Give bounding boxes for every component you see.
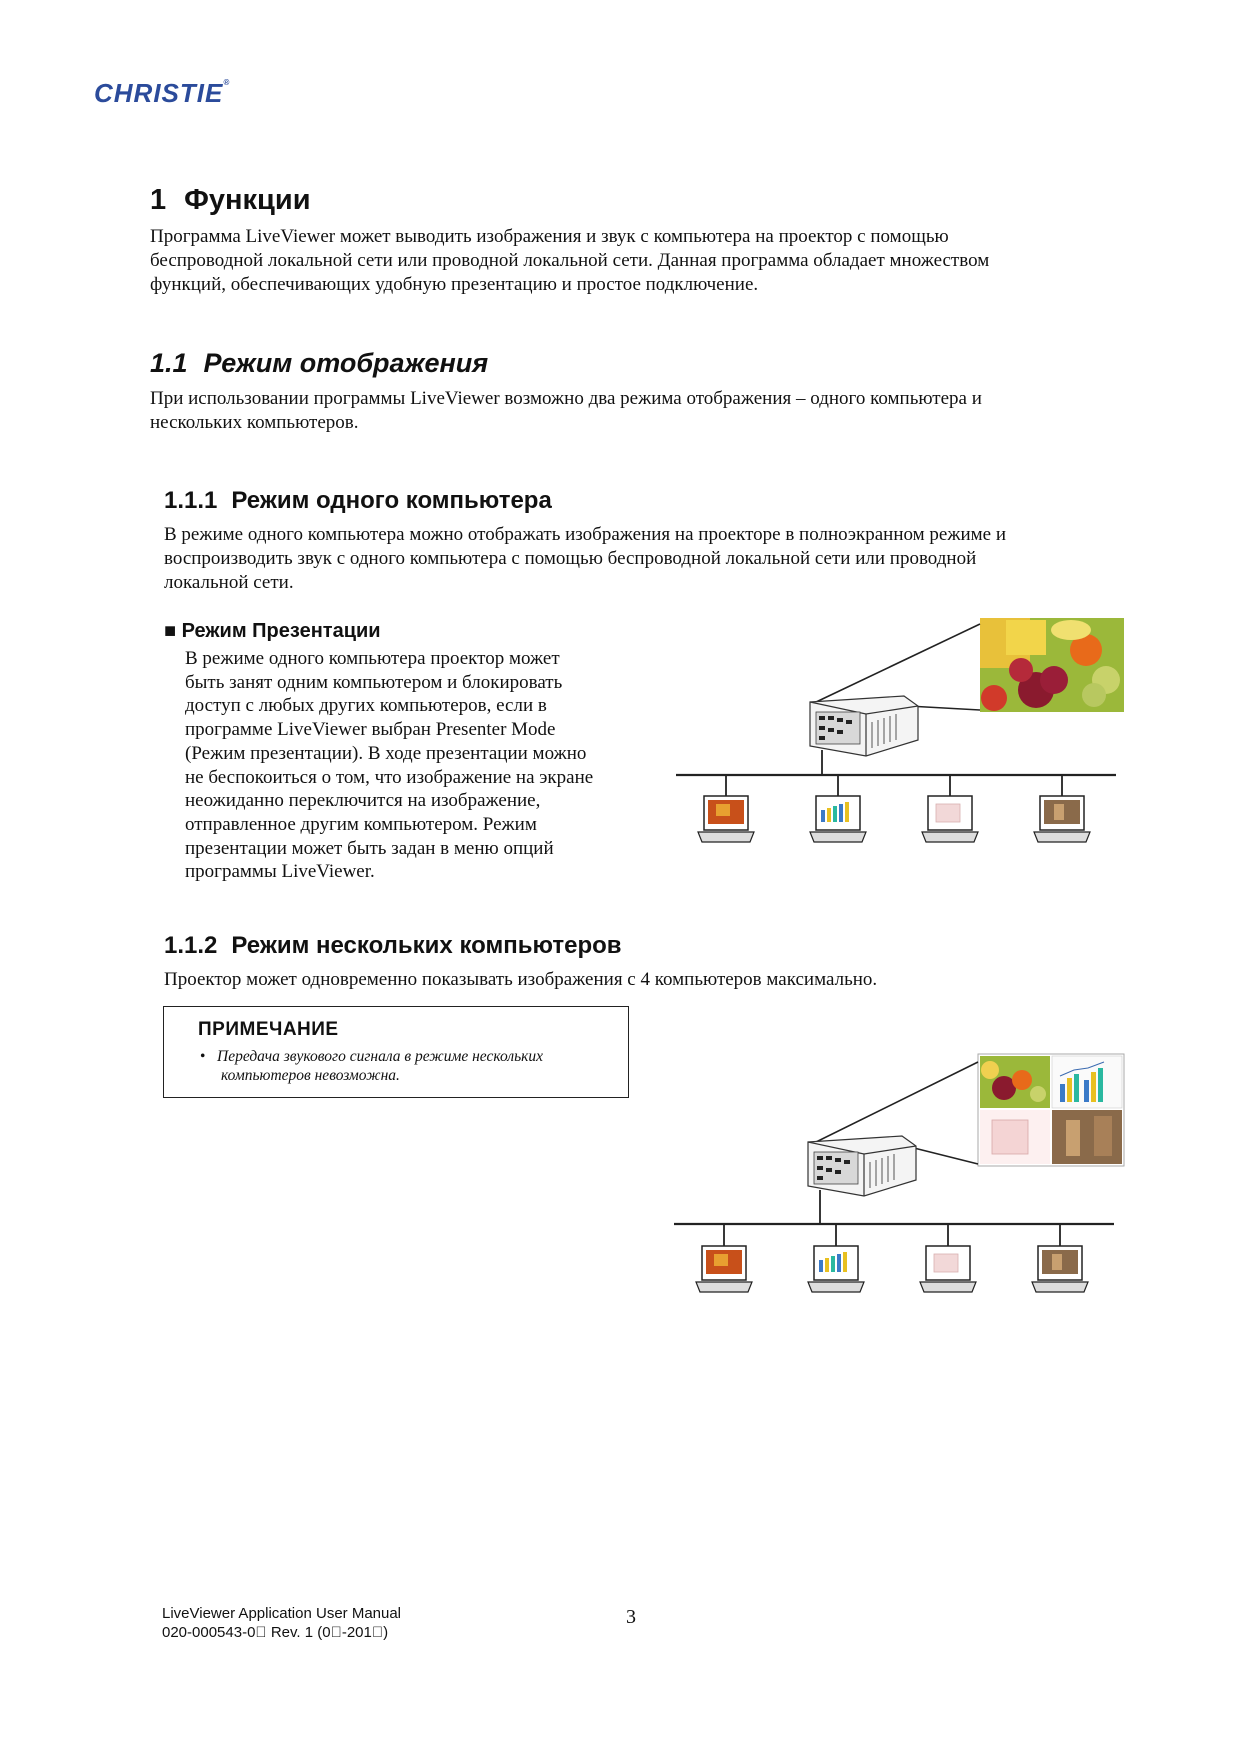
projected-screen-quad-image	[978, 1054, 1124, 1166]
section-1-1-heading	[150, 348, 488, 379]
note-box	[163, 1006, 629, 1098]
section-number: 1.1.2	[164, 932, 218, 959]
single-pc-diagram	[676, 610, 1136, 860]
laptop-icon	[920, 1246, 976, 1292]
projector-icon	[808, 1136, 916, 1196]
section-title: Функции	[184, 184, 311, 216]
footer-revision: 020-000543-0  Rev. 1 (0 -201 )	[162, 1624, 389, 1641]
section-number: 1	[150, 184, 167, 216]
para-line: нескольких компьютеров.	[150, 412, 359, 433]
para-line: программы LiveViewer.	[185, 861, 375, 883]
laptop-icon	[1034, 796, 1090, 842]
laptop-icon	[810, 796, 866, 842]
laptop-icon	[1032, 1246, 1088, 1292]
para-line: Проектор может одновременно показывать изображения с 4 компьютеров максимально.	[164, 969, 878, 990]
footer-doc-info	[162, 1604, 401, 1642]
para-line: доступ с любых других компьютеров, если в	[185, 695, 547, 717]
para-line: не беспокоиться о том, что изображение на экране	[185, 766, 594, 788]
para-line: отправленное другим компьютером. Режим	[185, 813, 537, 835]
para-line: При использовании программы LiveViewer возможно два режима отображения – одного компьютера и	[150, 388, 982, 409]
section-title: Режим отображения	[203, 348, 489, 378]
note-title: ПРИМЕЧАНИЕ	[198, 1019, 339, 1040]
para-line: В режиме одного компьютера можно отображать изображения на проекторе в полноэкранном режиме и	[164, 524, 1007, 545]
square-bullet-icon: ■	[164, 620, 177, 642]
section-1-1-2-heading	[164, 932, 622, 960]
section-1-1-paragraph	[150, 387, 1100, 435]
section-1-1-1-paragraph	[164, 523, 1114, 595]
laptop-icon	[922, 796, 978, 842]
section-1-1-2-paragraph	[164, 968, 1114, 992]
section-1-1-1-heading	[164, 487, 552, 515]
note-text	[200, 1047, 620, 1085]
para-line: функций, обеспечивающих удобную презентацию и простое подключение.	[150, 274, 759, 295]
section-title: Режим одного компьютера	[231, 487, 552, 514]
presenter-mode-paragraph	[185, 647, 655, 884]
para-line: программе LiveViewer выбран Presenter Mode	[185, 719, 556, 741]
section-title: Режим нескольких компьютеров	[231, 932, 622, 959]
footer-title: LiveViewer Application User Manual	[162, 1605, 402, 1622]
section-number: 1.1	[150, 348, 188, 378]
para-line: неожиданно переключится на изображение,	[185, 790, 541, 812]
para-line: локальной сети.	[164, 572, 294, 593]
laptop-icon	[698, 796, 754, 842]
para-line: (Режим презентации). В ходе презентации можно	[185, 742, 587, 764]
para-line: В режиме одного компьютера проектор может	[185, 648, 560, 669]
note-bullet-icon: •	[200, 1048, 206, 1065]
projected-screen-fruit-image	[980, 618, 1124, 712]
para-line: воспроизводить звук с одного компьютера с помощью беспроводной локальной сети или проводной	[164, 548, 977, 569]
logo-mark: ®	[223, 78, 231, 87]
multi-pc-diagram	[674, 1050, 1134, 1310]
para-line: беспроводной локальной сети или проводной локальной сети. Данная программа обладает множеством	[150, 250, 990, 271]
projector-icon	[810, 696, 918, 756]
laptop-icon	[696, 1246, 752, 1292]
para-line: Программа LiveViewer может выводить изображения и звук с компьютера на проектор с помощью	[150, 226, 949, 247]
logo-text: CHRISTIE	[94, 78, 224, 108]
note-line: компьютеров невозможна.	[221, 1067, 400, 1084]
laptop-icon	[808, 1246, 864, 1292]
note-line: Передача звукового сигнала в режиме нескольких	[217, 1048, 544, 1065]
page-number: 3	[626, 1606, 636, 1628]
para-line: быть занят одним компьютером и блокировать	[185, 671, 563, 693]
presenter-mode-heading	[164, 620, 381, 643]
section-number: 1.1.1	[164, 487, 218, 514]
presenter-mode-title: Режим Презентации	[181, 620, 381, 642]
section-1-heading	[150, 184, 311, 217]
para-line: презентации может быть задан в меню опций	[185, 837, 554, 859]
christie-logo	[94, 78, 230, 109]
section-1-paragraph	[150, 225, 1100, 297]
